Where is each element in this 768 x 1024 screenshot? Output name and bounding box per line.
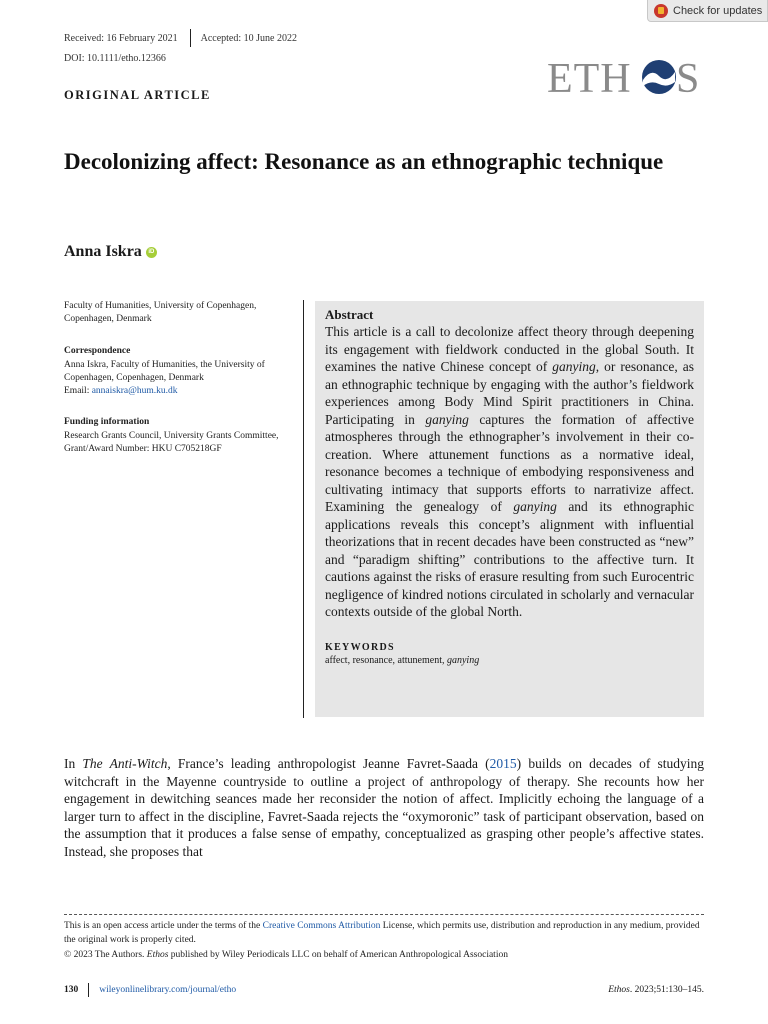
author-name[interactable]: Anna Iskra <box>64 243 142 260</box>
journal-citation: Ethos. 2023;51:130–145. <box>608 985 704 995</box>
article-type: ORIGINAL ARTICLE <box>64 88 211 102</box>
orcid-icon[interactable]: iD <box>146 247 157 258</box>
funding-information <box>64 416 294 456</box>
author <box>64 243 157 261</box>
footnote-divider <box>64 914 704 915</box>
license-notice: This is an open access article under the terms of the Creative Commons Attribution License, which permits use, distribution and reproduction in any medium, provided the original work is properly cited. <box>64 921 700 945</box>
svg-text:ETH: ETH <box>547 56 632 98</box>
citation-link[interactable]: 2015 <box>489 756 517 771</box>
affiliation <box>64 300 294 326</box>
ethos-journal-logo <box>547 56 707 98</box>
abstract-box <box>315 301 704 717</box>
funding-text: Research Grants Council, University Grants Committee, Grant/Award Number: HKU C705218GF <box>64 431 279 454</box>
keywords: affect, resonance, attunement, ganying <box>325 654 480 666</box>
email-label: Email: <box>64 386 92 396</box>
affiliation-text: Faculty of Humanities, University of Copenhagen, Copenhagen, Denmark <box>64 301 257 324</box>
check-for-updates-button[interactable] <box>647 0 768 22</box>
abstract-heading: Abstract <box>325 307 374 322</box>
crossmark-icon <box>654 4 668 18</box>
footer-divider <box>88 983 89 997</box>
abstract-divider-line <box>303 300 304 718</box>
svg-text:S: S <box>676 56 700 98</box>
journal-url-link[interactable]: wileyonlinelibrary.com/journal/etho <box>99 985 237 995</box>
page-number: 130 <box>64 985 79 995</box>
received-date: Received: 16 February 2021 <box>64 32 178 44</box>
correspondence <box>64 345 294 398</box>
accepted-date: Accepted: 10 June 2022 <box>200 32 297 44</box>
doi: DOI: 10.1111/etho.12366 <box>64 53 166 64</box>
abstract-text: This article is a call to decolonize affect theory through deepening its engagement with fieldwork conducted in the global South. It examines the native Chinese concept of ganying, or resonance, as an ethnographic technique by engaging with the author’s fieldwork experiences among Body Mind Spirit practitioners in China. Participating in ganying captures the formation of affective atmospheres through the ethnographer’s involvement in their co-creation. Where attunement functions as a normative ideal, resonance becomes a technique of embodying responsiveness and cultivating intimacy that supports efforts to narrativize affect. Examining the genealogy of ganying and its ethnographic applications reveals this concept’s alignment with influential theorizations that in recent decades have been constructed as “new” and “paradigm shifting” contributions to the affective turn. It cautions against the risks of erasure resulting from such Eurocentric negligence of kindred notions circulated in scholarly and vernacular contexts outside of the global North. <box>325 324 695 619</box>
page-footer <box>64 983 704 997</box>
article-dates <box>64 29 297 47</box>
email-link[interactable]: annaiskra@hum.ku.dk <box>91 386 178 396</box>
correspondence-heading: Correspondence <box>64 346 131 356</box>
funding-heading: Funding information <box>64 417 150 427</box>
check-for-updates-label: Check for updates <box>673 4 763 17</box>
correspondence-text: Anna Iskra, Faculty of Humanities, the University of Copenhagen, Copenhagen, Denmark <box>64 360 265 383</box>
body-paragraph: In The Anti-Witch, France’s leading anthropologist Jeanne Favret-Saada (2015) builds on decades of studying witchcraft in the Mayenne countryside to outline a project of anthropology of therapy. She recounts how her engagement in dewitching seances made her reconsider the notion of affect. Implicitly echoing the language of a larger turn to affect in the discipline, Favret-Saada rejects the “oxymoronic” task of participant observation, based on the assumption that it produces a false sense of empathy, conceptualized as grasping other people’s affective states. Instead, she proposes that <box>64 756 704 859</box>
creative-commons-link[interactable]: Creative Commons Attribution <box>262 921 381 931</box>
keywords-heading: KEYWORDS <box>325 641 395 653</box>
article-title: Decolonizing affect: Resonance as an ethnographic technique <box>64 149 664 174</box>
dates-divider <box>190 29 191 47</box>
copyright-notice: © 2023 The Authors. Ethos published by Wiley Periodicals LLC on behalf of American Anthropological Association <box>64 950 508 960</box>
